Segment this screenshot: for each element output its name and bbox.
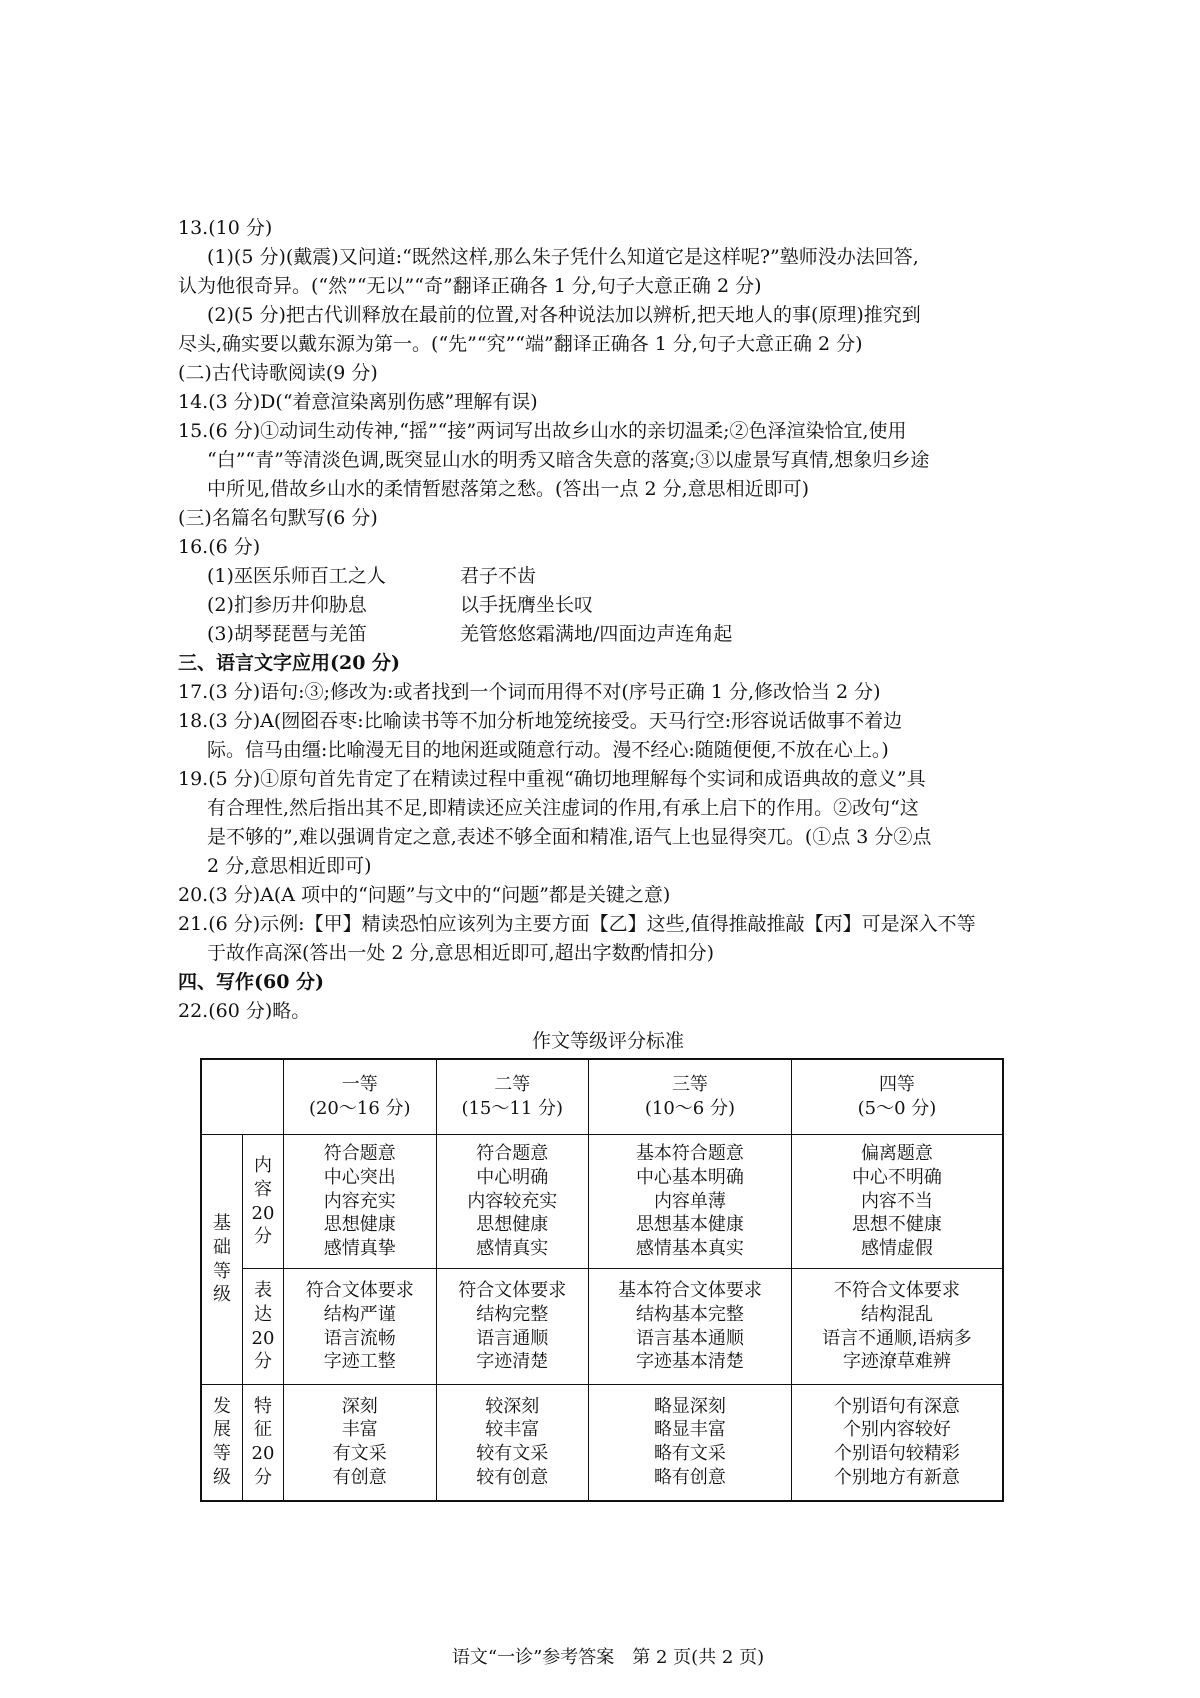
page-footer: 语文“一诊”参考答案 第 2 页(共 2 页)	[451, 1647, 765, 1668]
q16-row2	[178, 591, 1038, 620]
table-corner	[201, 1059, 284, 1135]
q15-line2: “白”“青”等清淡色调,既突显山水的明秀又暗含失意的落寞;③以虚景写真情,想象归乡途	[207, 449, 930, 471]
content-grade-4: 偏离题意 中心不明确 内容不当 思想不健康 感情虚假	[791, 1135, 1003, 1269]
grade-header-2: 二等 (15～11 分)	[436, 1059, 589, 1135]
expression-grade-2: 符合文体要求 结构完整 语言通顺 字迹清楚	[436, 1269, 589, 1385]
content-row	[201, 1135, 1003, 1269]
expression-label: 表 达 20 分	[243, 1269, 284, 1385]
q18-line1: 18.(3 分)A(囫囵吞枣:比喻读书等不加分析地笼统接受。天马行空:形容说话做事不着边	[178, 710, 903, 732]
q19-line4: 2 分,意思相近即可)	[207, 855, 372, 877]
section-writing: 四、写作(60 分)	[178, 971, 325, 993]
q16-2-a: (2)扪参历井仰胁息	[207, 594, 367, 616]
q13-part2-line1: (2)(5 分)把古代训释放在最前的位置,对各种说法加以辨析,把天地人的事(原理)推究到	[207, 304, 921, 326]
q16-3-b: 羌管悠悠霜满地/四面边声连角起	[460, 623, 733, 645]
q16-1-b: 君子不齿	[460, 565, 537, 587]
q13-heading: 13.(10 分)	[178, 217, 273, 239]
section-dictation: (三)名篇名句默写(6 分)	[178, 507, 378, 529]
feature-grade-4: 个别语句有深意 个别内容较好 个别语句较精彩 个别地方有新意	[791, 1385, 1003, 1501]
content-grade-3: 基本符合题意 中心基本明确 内容单薄 思想基本健康 感情基本真实	[589, 1135, 792, 1269]
development-level-label: 发 展 等 级	[201, 1385, 243, 1501]
grade-header-4: 四等 (5～0 分)	[791, 1059, 1003, 1135]
q19-line3: 是不够的”,难以强调肯定之意,表述不够全面和精准,语气上也显得突兀。(①点 3 分②点	[207, 826, 932, 848]
expression-grade-4: 不符合文体要求 结构混乱 语言不通顺,语病多 字迹潦草难辨	[791, 1269, 1003, 1385]
table-title: 作文等级评分标准	[531, 1030, 684, 1052]
q16-heading: 16.(6 分)	[178, 536, 261, 558]
feature-grade-2: 较深刻 较丰富 较有文采 较有创意	[436, 1385, 589, 1501]
q13-part1-line1: (1)(5 分)(戴震)又问道:“既然这样,那么朱子凭什么知道它是这样呢?”塾师没办法回答,	[207, 246, 919, 268]
feature-label: 特 征 20 分	[243, 1385, 284, 1501]
table-header-row	[201, 1059, 1003, 1135]
expression-row	[201, 1269, 1003, 1385]
content-grade-1: 符合题意 中心突出 内容充实 思想健康 感情真挚	[284, 1135, 437, 1269]
q16-row1	[178, 562, 1038, 591]
q21-line2: 于故作高深(答出一处 2 分,意思相近即可,超出字数酌情扣分)	[207, 942, 715, 964]
feature-grade-3: 略显深刻 略显丰富 略有文采 略有创意	[589, 1385, 792, 1501]
q15-line3: 中所见,借故乡山水的柔情暂慰落第之愁。(答出一点 2 分,意思相近即可)	[207, 478, 810, 500]
q20: 20.(3 分)A(A 项中的“问题”与文中的“问题”都是关键之意)	[178, 884, 671, 906]
grade-header-1: 一等 (20～16 分)	[284, 1059, 437, 1135]
q13-part1-line2: 认为他很奇异。(“然”“无以”“奇”翻译正确各 1 分,句子大意正确 2 分)	[178, 275, 762, 297]
q16-1-a: (1)巫医乐师百工之人	[207, 565, 386, 587]
q13-part2-line2: 尽头,确实要以戴东源为第一。(“先”“究”“端”翻译正确各 1 分,句子大意正确 2 分)	[178, 333, 863, 355]
feature-grade-1: 深刻 丰富 有文采 有创意	[284, 1385, 437, 1501]
expression-grade-1: 符合文体要求 结构严谨 语言流畅 字迹工整	[284, 1269, 437, 1385]
section-poetry: (二)古代诗歌阅读(9 分)	[178, 362, 378, 384]
q15-line1: 15.(6 分)①动词生动传神,“摇”“接”两词写出故乡山水的亲切温柔;②色泽渲染恰宜,使用	[178, 420, 907, 442]
grade-header-3: 三等 (10～6 分)	[589, 1059, 792, 1135]
q21-line1: 21.(6 分)示例:【甲】精读恐怕应该列为主要方面【乙】这些,值得推敲推敲【丙】可是深入不等	[178, 913, 976, 935]
answer-text	[178, 214, 1038, 1026]
q19-line2: 有合理性,然后指出其不足,即精读还应关注虚词的作用,有承上启下的作用。②改句“这	[207, 797, 919, 819]
q22: 22.(60 分)略。	[178, 1000, 311, 1022]
q18-line2: 际。信马由缰:比喻漫无目的地闲逛或随意行动。漫不经心:随随便便,不放在心上。)	[207, 739, 889, 761]
q19-line1: 19.(5 分)①原句首先肯定了在精读过程中重视“确切地理解每个实词和成语典故的意义”具	[178, 768, 926, 790]
section-language-use: 三、语言文字应用(20 分)	[178, 652, 401, 674]
grading-table	[200, 1058, 1004, 1502]
content-label: 内 容 20 分	[243, 1135, 284, 1269]
q14: 14.(3 分)D(“着意渲染离别伤感”理解有误)	[178, 391, 538, 413]
feature-row	[201, 1385, 1003, 1501]
q16-row3	[178, 620, 1038, 649]
content-grade-2: 符合题意 中心明确 内容较充实 思想健康 感情真实	[436, 1135, 589, 1269]
q16-2-b: 以手抚膺坐长叹	[460, 594, 594, 616]
basic-level-label: 基 础 等 级	[201, 1135, 243, 1385]
q17: 17.(3 分)语句:③;修改为:或者找到一个词而用得不对(序号正确 1 分,修改恰当 2 分)	[178, 681, 881, 703]
q16-3-a: (3)胡琴琵琶与羌笛	[207, 623, 367, 645]
expression-grade-3: 基本符合文体要求 结构基本完整 语言基本通顺 字迹基本清楚	[589, 1269, 792, 1385]
